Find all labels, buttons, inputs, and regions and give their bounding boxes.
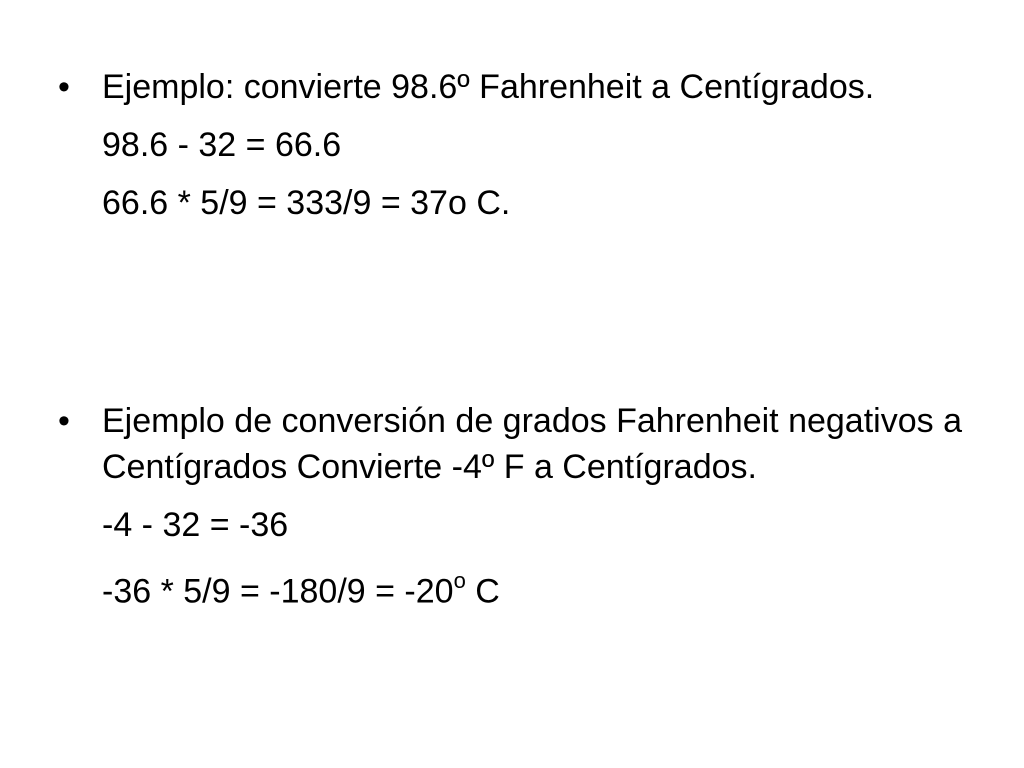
example-2-text: Ejemplo de conversión de grados Fahrenheit negativos a Centígrados Convierte -4º F a Centígrados.	[102, 402, 962, 486]
example-2	[58, 398, 978, 614]
example-2-bullet-item	[58, 398, 978, 490]
example-1-step-1: 98.6 - 32 = 66.6	[102, 126, 342, 164]
example-2-step-2	[58, 560, 978, 614]
example-1-text: Ejemplo: convierte 98.6º Fahrenheit a Centígrados.	[102, 68, 875, 106]
bullet-icon: •	[58, 68, 70, 106]
bullet-icon: •	[58, 402, 70, 440]
example-1	[58, 64, 978, 226]
example-2-step-2-unit: C	[465, 572, 500, 611]
example-2-step-2-main: -36 * 5/9 = -180/9 = -20	[102, 572, 454, 611]
degree-symbol: o	[453, 568, 466, 593]
example-1-step-2: 66.6 * 5/9 = 333/9 = 37o C.	[102, 184, 511, 222]
example-1-bullet-item	[58, 64, 978, 110]
example-2-step-1: -4 - 32 = -36	[102, 506, 289, 544]
